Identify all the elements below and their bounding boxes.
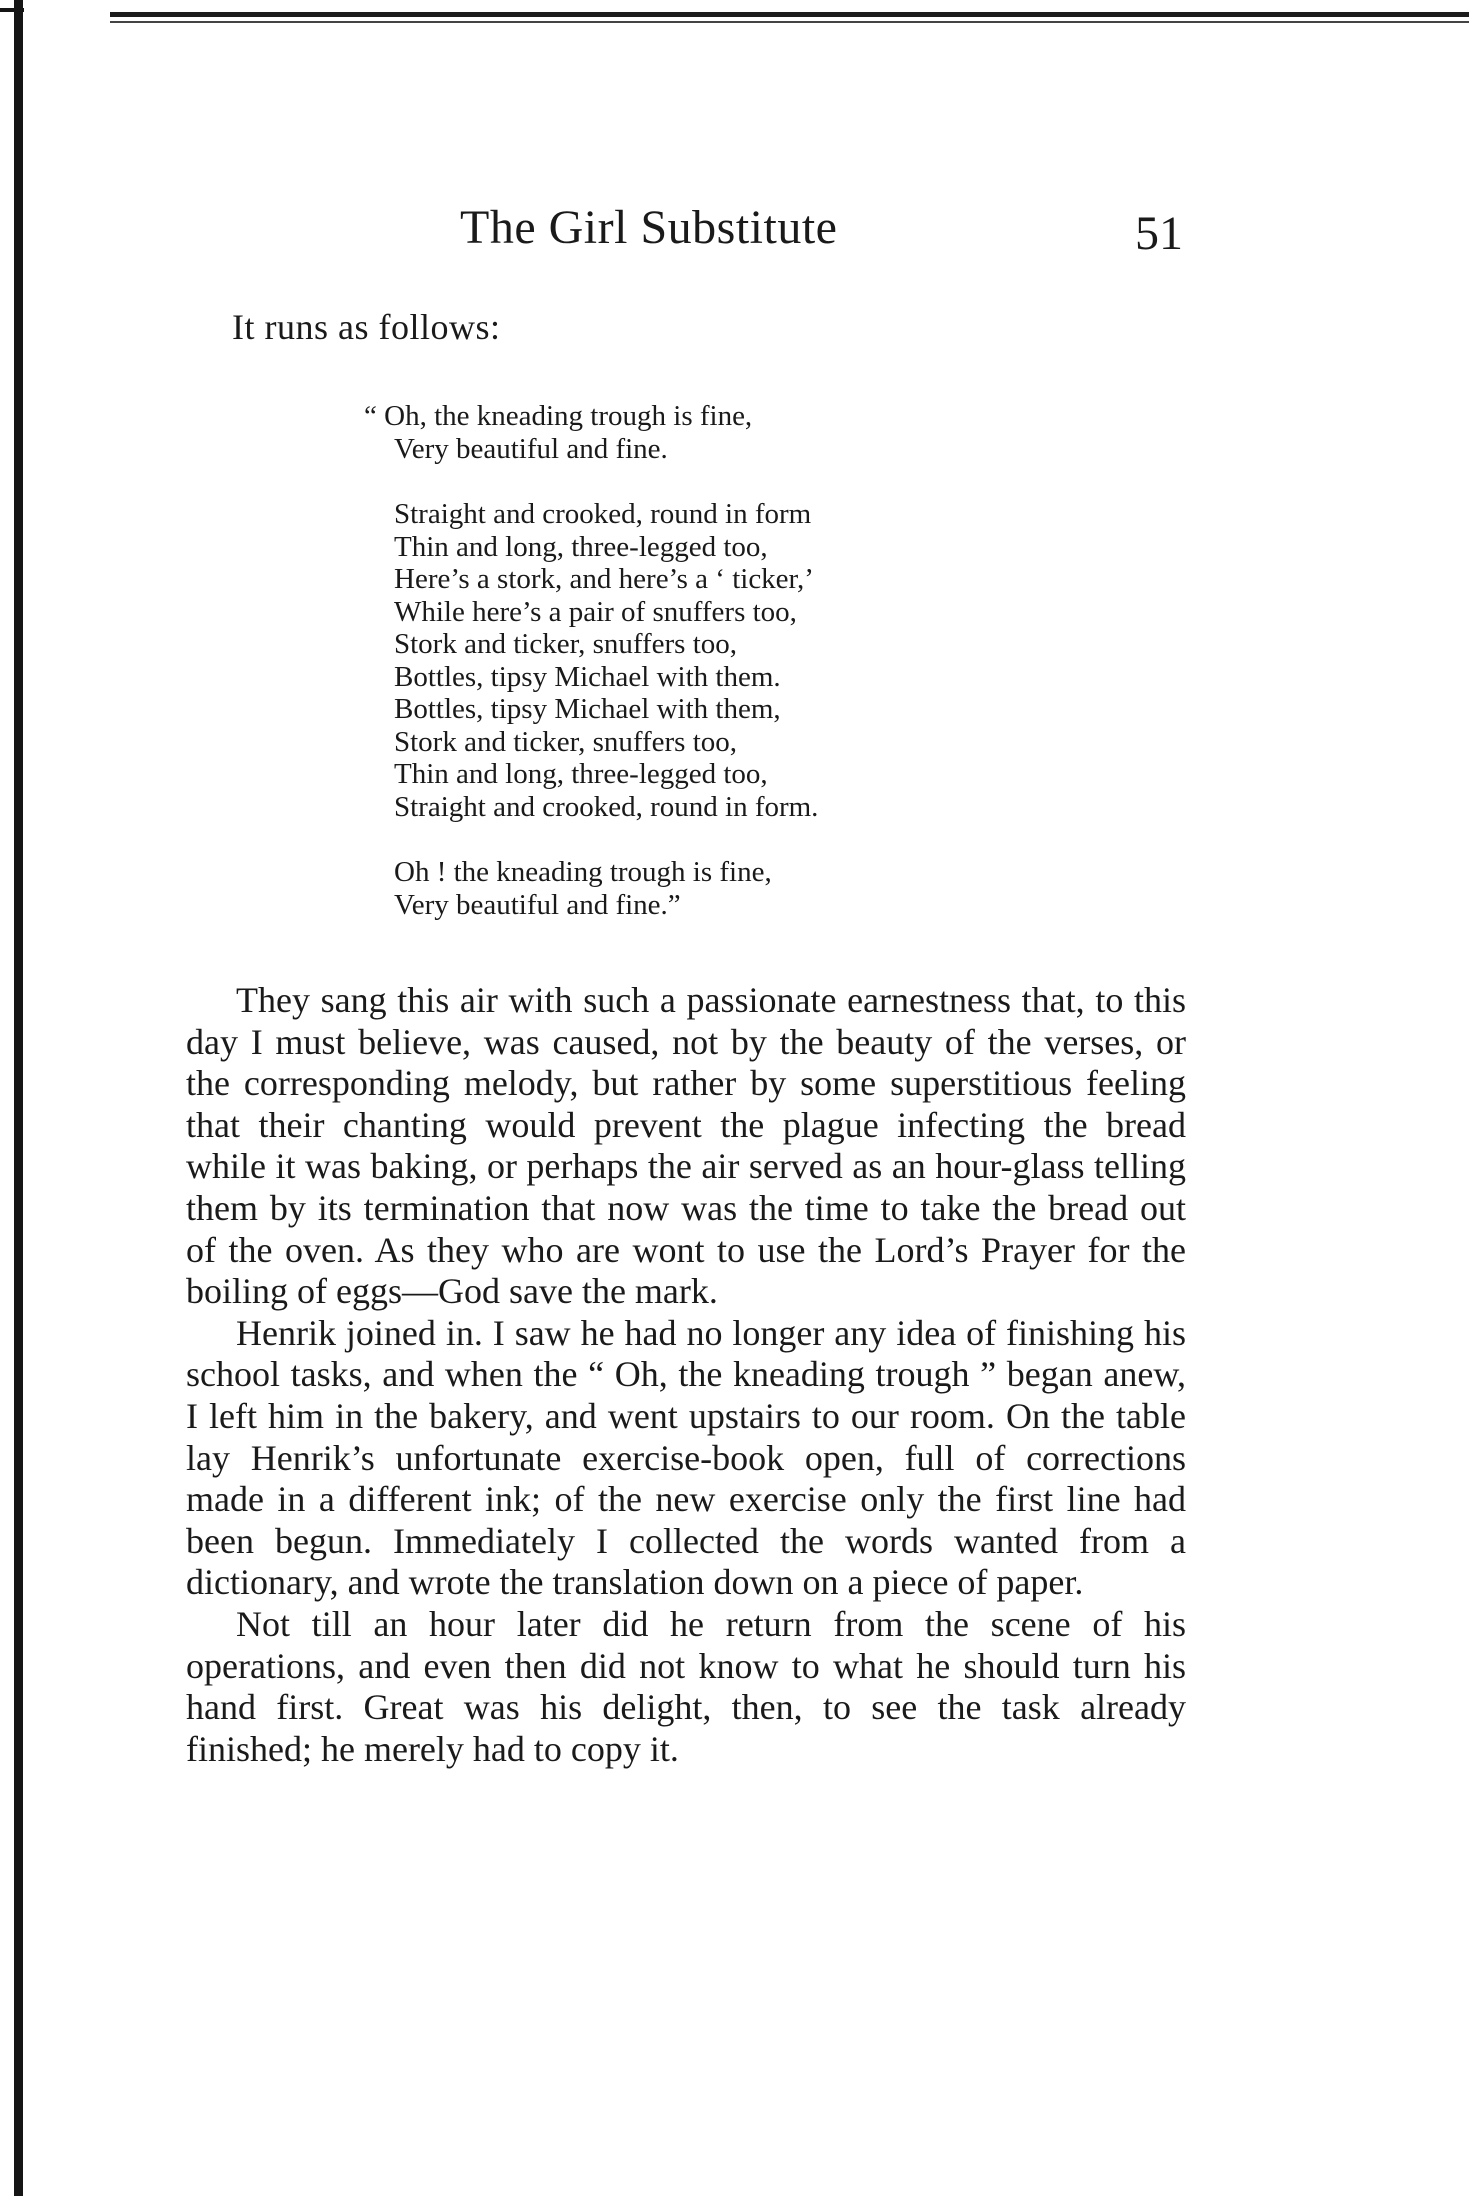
- poem-block: [364, 400, 818, 921]
- poem-stanza: [364, 498, 818, 823]
- poem-line: Thin and long, three-legged too,: [394, 758, 768, 790]
- paragraph: Not till an hour later did he return from the scene of his operations, and even then did not know to what he should turn his hand first. Great was his delight, then, to see the task already finished; he merely had to copy it.: [186, 1603, 1186, 1769]
- page-corner-mark: [0, 8, 24, 12]
- paragraph: Henrik joined in. I saw he had no longer any idea of finishing his school tasks, and when the “ Oh, the kneading trough ” began anew, I left him in the bakery, and went upstairs to our room. On the table lay Henrik’s unfortunate exercise-book open, full of corrections made in a different ink; of the new exercise only the first line had been begun. Immediately I collected the words wanted from a dictionary, and wrote the translation down on a piece of paper.: [186, 1312, 1186, 1603]
- poem-line: Stork and ticker, snuffers too,: [394, 628, 738, 660]
- poem-line: Very beautiful and fine.”: [394, 888, 681, 921]
- page-binding-edge: [14, 0, 23, 2196]
- poem-line: “ Oh, the kneading trough is fine,: [364, 400, 753, 432]
- poem-line: Straight and crooked, round in form: [394, 498, 812, 530]
- page-number: 51: [1135, 207, 1183, 260]
- poem-stanza: [364, 856, 818, 921]
- body-text: [186, 980, 1186, 1770]
- poem-line: Oh ! the kneading trough is fine,: [394, 856, 772, 888]
- poem-line: Here’s a stork, and here’s a ‘ ticker,’: [394, 563, 814, 595]
- running-head: The Girl Substitute: [460, 201, 838, 254]
- top-scan-border: [110, 12, 1469, 17]
- top-scan-border-thin: [110, 21, 1469, 23]
- poem-line: Bottles, tipsy Michael with them.: [394, 660, 781, 693]
- paragraph: They sang this air with such a passionate earnestness that, to this day I must believe, was caused, not by the beauty of the verses, or the corresponding melody, but rather by some superstitious feeling that their chanting would prevent the plague infecting the bread while it was baking, or perhaps the air served as an hour-glass telling them by its termination that now was the time to take the bread out of the oven. As they who are wont to use the Lord’s Prayer for the boiling of eggs—God save the mark.: [186, 980, 1186, 1312]
- poem-line: Thin and long, three-legged too,: [394, 530, 768, 563]
- poem-line: Bottles, tipsy Michael with them,: [394, 693, 781, 725]
- poem-line: Stork and ticker, snuffers too,: [394, 725, 738, 758]
- poem-stanza: [364, 400, 818, 465]
- poem-line: Straight and crooked, round in form.: [394, 790, 819, 823]
- poem-line: While here’s a pair of snuffers too,: [394, 595, 797, 628]
- poem-line: Very beautiful and fine.: [394, 432, 668, 465]
- intro-line: It runs as follows:: [232, 307, 501, 347]
